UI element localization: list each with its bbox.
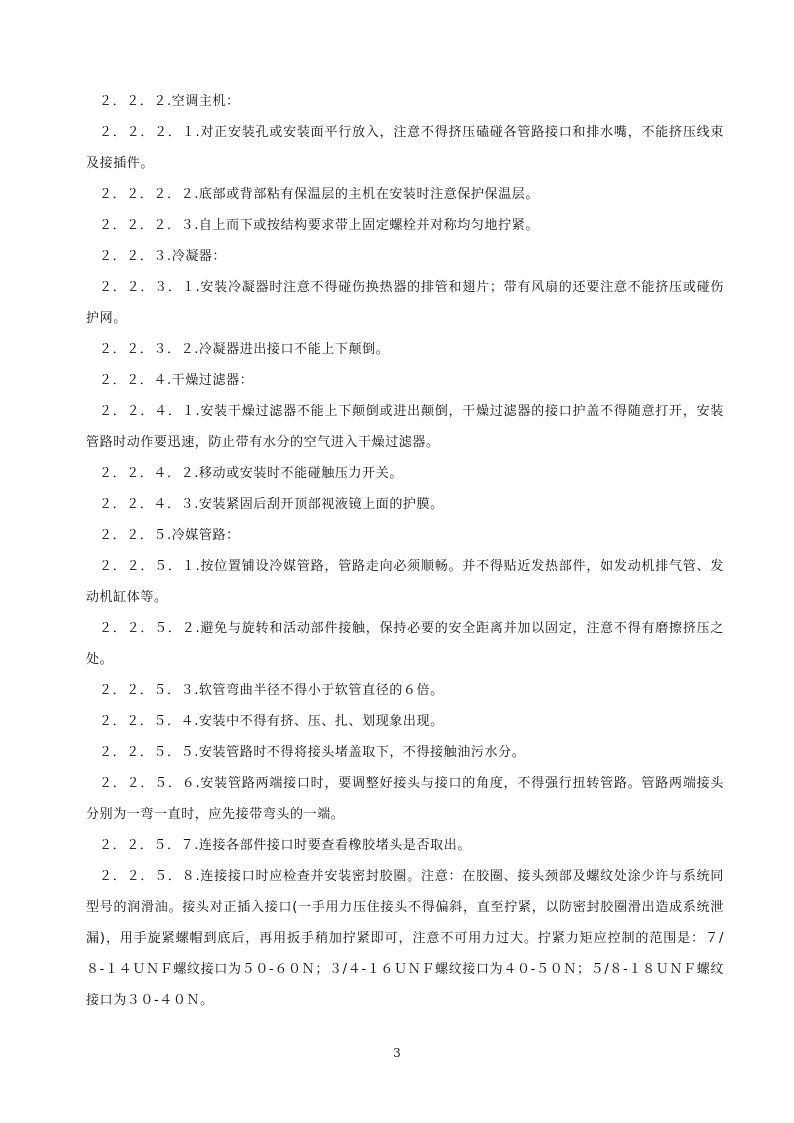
page-number: 3 xyxy=(393,1046,401,1060)
paragraph-2-2-3-1: ２．２．３．１.安装冷凝器时注意不得碰伤换热器的排管和翅片；带有风扇的还要注意不能挤压或碰伤护网。 xyxy=(86,280,724,326)
section-heading-condenser: ２．２．３.冷凝器： xyxy=(99,249,227,264)
section-heading-air-conditioner-main-unit: ２．２．２.空调主机： xyxy=(99,94,240,109)
paragraph-2-2-2-2: ２．２．２．２.底部或背部粘有保温层的主机在安装时注意保护保温层。 xyxy=(99,187,539,202)
paragraph-2-2-5-2: ２．２．５．２.避免与旋转和活动部件接触，保持必要的安全距离并加以固定，注意不得有磨擦挤压之处。 xyxy=(86,621,724,667)
section-heading-refrigerant-pipes: ２．２．５.冷媒管路： xyxy=(99,528,240,543)
paragraph-2-2-5-7: ２．２．５．７.连接各部件接口时要查看橡胶堵头是否取出。 xyxy=(99,838,471,853)
paragraph-2-2-5-6: ２．２．５．６.安装管路两端接口时，要调整好接头与接口的角度，不得强行扭转管路。管路两端接头分别为一弯一直时，应先接带弯头的一端。 xyxy=(86,776,724,822)
paragraph-2-2-4-2: ２．２．４．２.移动或安装时不能碰触压力开关。 xyxy=(99,466,403,481)
paragraph-2-2-5-8: ２．２．５．８.连接接口时应检查并安装密封胶圈。注意：在胶圈、接头颈部及螺纹处涂少许与系统同型号的润滑油。接头对正插入接口(一手用力压住接头不得偏斜，直至拧紧，以防密封胶圈滑出造成系统泄漏)，用手旋紧螺帽到底后，再用扳手稍加拧紧即可，注意不可用力过大。拧紧力矩应控制的范围是：７/８-１４ＵＮＦ螺纹接口为５０-６０Ｎ；３/４-１６ＵＮＦ螺纹接口为４０-５０Ｎ；５/８-１８ＵＮＦ螺纹接口为３０-４０Ｎ。 xyxy=(86,869,724,1008)
section-heading-dryer-filter: ２．２．４.干燥过滤器： xyxy=(99,373,254,388)
paragraph-2-2-3-2: ２．２．３．２.冷凝器进出接口不能上下颠倒。 xyxy=(99,342,390,357)
paragraph-2-2-4-1: ２．２．４．１.安装干燥过滤器不能上下颠倒或进出颠倒，干燥过滤器的接口护盖不得随意打开，安装管路时动作要迅速，防止带有水分的空气进入干燥过滤器。 xyxy=(86,404,724,450)
paragraph-2-2-4-3: ２．２．４．３.安装紧固后刮开顶部视液镜上面的护膜。 xyxy=(99,497,444,512)
paragraph-2-2-2-3: ２．２．２．３.自上而下或按结构要求带上固定螺栓并对称均匀地拧紧。 xyxy=(99,218,539,233)
paragraph-2-2-5-5: ２．２．５．５.安装管路时不得将接头堵盖取下，不得接触油污水分。 xyxy=(99,745,526,760)
paragraph-2-2-5-4: ２．２．５．４.安装中不得有挤、压、扎、划现象出现。 xyxy=(99,714,444,729)
paragraph-2-2-5-3: ２．２．５．３.软管弯曲半径不得小于软管直径的６倍。 xyxy=(99,683,444,698)
paragraph-2-2-2-1: ２．２．２．１.对正安装孔或安装面平行放入，注意不得挤压磕碰各管路接口和排水嘴，不能挤压线束及接插件。 xyxy=(86,125,724,171)
paragraph-2-2-5-1: ２．２．５．１.按位置铺设冷媒管路，管路走向必须顺畅。并不得贴近发热部件，如发动机排气管、发动机缸体等。 xyxy=(86,559,724,605)
document-body xyxy=(86,86,724,1016)
